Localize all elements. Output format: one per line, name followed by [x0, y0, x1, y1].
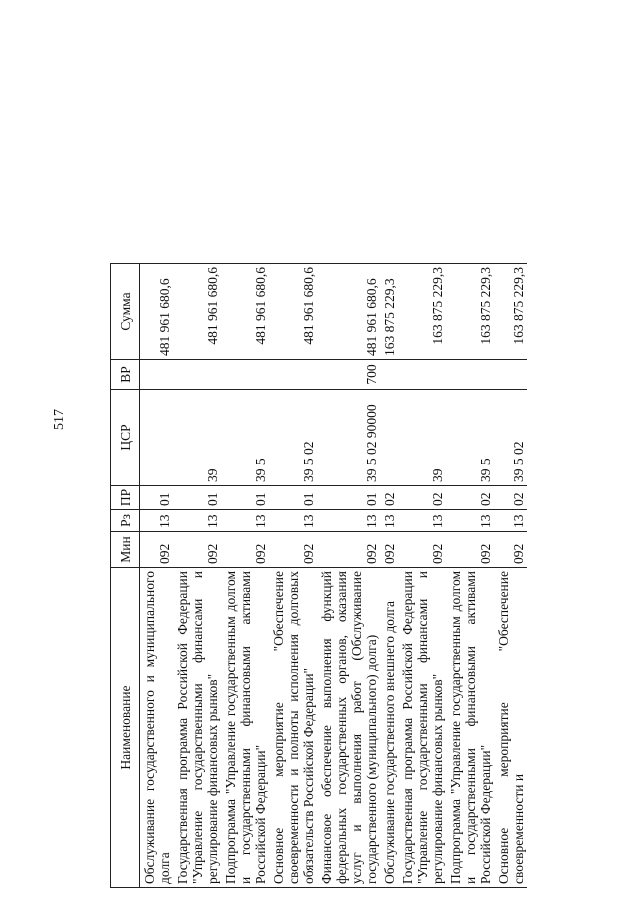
row-name: Государственная программа Российской Федерации "Управление государственными финансами и регулирование финансовых рынков"	[398, 568, 446, 888]
row-pr: 01	[140, 486, 174, 510]
header-pr: ПР	[111, 486, 140, 510]
row-sum: 163 875 229,3	[398, 264, 446, 360]
row-rz: 13	[221, 510, 269, 532]
row-pr: 01	[269, 486, 317, 510]
row-pr: 01	[173, 486, 221, 510]
table-row	[317, 264, 380, 888]
row-csr: 39 5 02 90000	[317, 390, 380, 486]
row-min: 092	[269, 532, 317, 568]
page-number: 517	[52, 409, 67, 430]
row-rz: 13	[494, 510, 527, 532]
row-min: 092	[398, 532, 446, 568]
row-min: 092	[317, 532, 380, 568]
row-name: Финансовое обеспечение выполнения функций федеральных государственных органов, оказания услуг и выполнения работ (Обслуживание государственного (муниципального) долга)	[317, 568, 380, 888]
row-rz: 13	[269, 510, 317, 532]
row-vr	[398, 360, 446, 390]
row-sum: 481 961 680,6	[269, 264, 317, 360]
row-csr: 39	[173, 390, 221, 486]
budget-table-rotated	[110, 58, 618, 888]
row-name: Обслуживание государственного внешнего долга	[380, 568, 398, 888]
header-rz: Рз	[111, 510, 140, 532]
row-vr	[221, 360, 269, 390]
row-rz: 13	[398, 510, 446, 532]
row-pr: 02	[380, 486, 398, 510]
row-pr: 01	[317, 486, 380, 510]
row-pr: 02	[446, 486, 494, 510]
row-rz: 13	[140, 510, 174, 532]
table-row	[140, 264, 174, 888]
row-name: Подпрограмма "Управление государственным долгом и государственными финансовыми активами Российской Федерации"	[221, 568, 269, 888]
row-name: Обслуживание государственного и муниципального долга	[140, 568, 174, 888]
table-header-row	[111, 264, 140, 888]
table-row	[398, 264, 446, 888]
row-rz: 13	[380, 510, 398, 532]
header-min: Мин	[111, 532, 140, 568]
table-row	[494, 264, 527, 888]
row-vr: 700	[317, 360, 380, 390]
row-rz: 13	[446, 510, 494, 532]
row-csr: 39 5 02	[269, 390, 317, 486]
row-min: 092	[221, 532, 269, 568]
row-sum: 163 875 229,3	[446, 264, 494, 360]
row-min: 092	[494, 532, 527, 568]
row-csr: 39	[398, 390, 446, 486]
row-name: Подпрограмма "Управление государственным долгом и государственными финансовыми активами Российской Федерации"	[446, 568, 494, 888]
row-min: 092	[446, 532, 494, 568]
budget-table	[110, 263, 527, 888]
table-row	[173, 264, 221, 888]
row-min: 092	[380, 532, 398, 568]
row-vr	[173, 360, 221, 390]
row-vr	[380, 360, 398, 390]
table-row	[269, 264, 317, 888]
row-vr	[446, 360, 494, 390]
row-sum: 481 961 680,6	[140, 264, 174, 360]
header-vr: ВР	[111, 360, 140, 390]
row-sum: 481 961 680,6	[173, 264, 221, 360]
row-name: Основное мероприятие "Обеспечение своевременности и	[494, 568, 527, 888]
header-csr: ЦСР	[111, 390, 140, 486]
row-rz: 13	[173, 510, 221, 532]
row-csr	[380, 390, 398, 486]
row-csr: 39 5	[221, 390, 269, 486]
row-name: Государственная программа Российской Федерации "Управление государственными финансами и регулирование финансовых рынков"	[173, 568, 221, 888]
row-csr: 39 5	[446, 390, 494, 486]
row-vr	[140, 360, 174, 390]
row-pr: 02	[398, 486, 446, 510]
row-min: 092	[140, 532, 174, 568]
row-rz: 13	[317, 510, 380, 532]
row-csr: 39 5 02	[494, 390, 527, 486]
table-row	[221, 264, 269, 888]
row-sum: 481 961 680,6	[221, 264, 269, 360]
row-vr	[269, 360, 317, 390]
table-row	[446, 264, 494, 888]
row-pr: 01	[221, 486, 269, 510]
row-csr	[140, 390, 174, 486]
row-name: Основное мероприятие "Обеспечение своевременности и полноты исполнения долговых обязательств Российской Федерации"	[269, 568, 317, 888]
header-name: Наименование	[111, 568, 140, 888]
row-pr: 02	[494, 486, 527, 510]
row-sum: 481 961 680,6	[317, 264, 380, 360]
row-min: 092	[173, 532, 221, 568]
header-sum: Сумма	[111, 264, 140, 360]
row-sum: 163 875 229,3	[494, 264, 527, 360]
row-vr	[494, 360, 527, 390]
table-row	[380, 264, 398, 888]
row-sum: 163 875 229,3	[380, 264, 398, 360]
